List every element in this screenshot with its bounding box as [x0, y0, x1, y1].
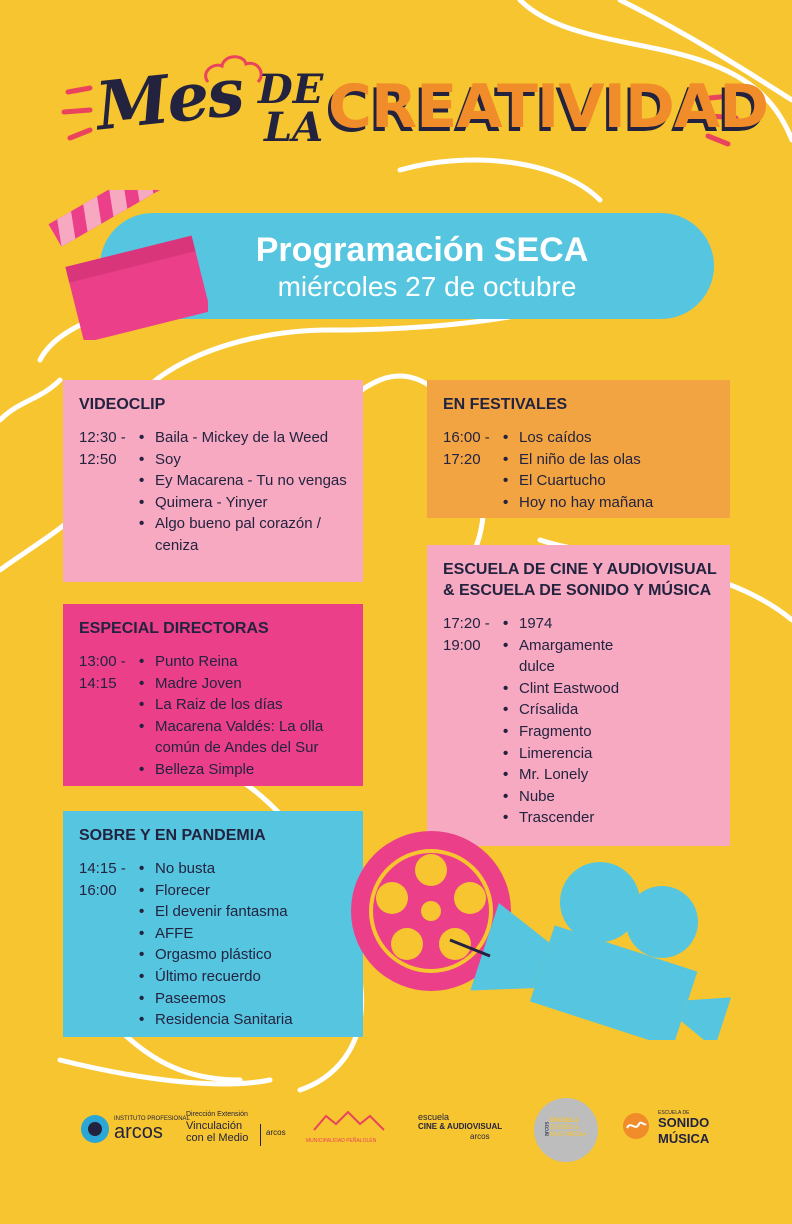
- time-start: 13:00 -: [79, 653, 126, 670]
- mountains-icon: [312, 1110, 386, 1132]
- sonido-emblem-icon: [622, 1112, 650, 1140]
- title-de: DE: [258, 66, 324, 113]
- festivales-list: [503, 427, 714, 513]
- banner-title: Programación SECA: [255, 231, 589, 269]
- time-end: 16:00: [79, 881, 117, 899]
- time-end: 14:15: [79, 674, 117, 692]
- videoclip-list: [139, 427, 347, 557]
- list-item: • Orgasmo plástico: [139, 944, 347, 966]
- cine-line-1: escuela: [418, 1112, 450, 1122]
- list-item: • No busta: [139, 858, 347, 880]
- list-item: • Paseemos: [139, 988, 347, 1010]
- title-la: LA: [264, 104, 324, 151]
- list-item: • 1974: [503, 613, 613, 635]
- diseno-line-3: MULTIMEDIA: [550, 1132, 587, 1138]
- time-end: 17:20: [443, 450, 481, 468]
- list-item: • El devenir fantasma: [139, 901, 347, 923]
- list-item: • La Raiz de los días: [139, 694, 347, 716]
- list-item: • Quimera - Yinyer: [139, 492, 347, 514]
- videoclip-title: VIDEOCLIP: [79, 396, 166, 413]
- list-item: • Florecer: [139, 880, 347, 902]
- extension-line-1: Dirección Extensión: [186, 1111, 248, 1118]
- penalolen-label: MUNICIPALIDAD PEÑALOLÉN: [306, 1138, 377, 1144]
- arcos-wordmark: arcos: [114, 1121, 163, 1143]
- time-start: 12:30 -: [79, 429, 126, 446]
- banner-date: miércoles 27 de octubre: [277, 271, 577, 302]
- title-creatividad: CREATIVIDAD: [328, 72, 769, 142]
- list-item: • Clint Eastwood: [503, 678, 613, 700]
- poster-title: [60, 52, 769, 162]
- escuela-title: ESCUELA DE CINE Y AUDIOVISUAL & ESCUELA DE SONIDO Y MÚSICA: [443, 561, 717, 599]
- directoras-times: [79, 651, 139, 781]
- pandemia-times: [79, 858, 139, 1031]
- cine-logo: [418, 1112, 518, 1152]
- directoras-box: [63, 604, 363, 786]
- extension-line-3: con el Medio: [186, 1132, 249, 1144]
- cine-line-2: CINE & AUDIOVISUAL: [418, 1122, 503, 1131]
- festivales-times: [443, 427, 503, 513]
- diseno-logo: [534, 1098, 598, 1162]
- extension-arcos: arcos: [266, 1128, 286, 1137]
- escuela-box: [427, 545, 730, 846]
- list-item: • Los caídos: [503, 427, 714, 449]
- time-end: 19:00: [443, 636, 481, 654]
- sponsor-logos: [0, 1090, 792, 1170]
- sonido-logo: [622, 1108, 732, 1152]
- diseno-arcos: arcos: [544, 1121, 551, 1137]
- list-item: • Baila - Mickey de la Weed: [139, 427, 347, 449]
- divider: [260, 1124, 261, 1146]
- penalolen-logo: [306, 1110, 406, 1150]
- festivales-box: [427, 380, 730, 518]
- sonido-small-label: ESCUELA DE: [658, 1110, 690, 1116]
- list-item: • Limerencia: [503, 743, 613, 765]
- list-item: • Nube: [503, 786, 613, 808]
- directoras-title: ESPECIAL DIRECTORAS: [79, 620, 269, 637]
- videoclip-box: [63, 380, 363, 582]
- videoclip-times: [79, 427, 139, 557]
- clapperboard-icon: [48, 190, 208, 340]
- list-item: • Algo bueno pal corazón / ceniza: [139, 513, 347, 556]
- list-item: • Ey Macarena - Tu no vengas: [139, 470, 347, 492]
- list-item: • Belleza Simple: [139, 759, 347, 781]
- list-item: • Soy: [139, 449, 347, 471]
- pandemia-title: SOBRE Y EN PANDEMIA: [79, 827, 266, 844]
- list-item: • Madre Joven: [139, 673, 347, 695]
- time-start: 17:20 -: [443, 615, 490, 632]
- list-item: • El niño de las olas: [503, 449, 714, 471]
- diseno-line-2: DISEÑO &: [550, 1125, 579, 1131]
- extension-line-2: Vinculación: [186, 1120, 243, 1132]
- list-item: • AFFE: [139, 923, 347, 945]
- movie-camera-icon: [430, 860, 750, 1040]
- time-start: 14:15 -: [79, 860, 126, 877]
- time-start: 16:00 -: [443, 429, 490, 446]
- arcos-logo: [80, 1108, 190, 1148]
- title-mes: Mes: [92, 52, 246, 146]
- list-item: • Crísalida: [503, 699, 613, 721]
- festivales-title: EN FESTIVALES: [443, 396, 568, 413]
- directoras-list: [139, 651, 347, 781]
- pandemia-list: [139, 858, 347, 1031]
- list-item: • Fragmento: [503, 721, 613, 743]
- list-item: • Amargamente dulce: [503, 635, 613, 678]
- list-item: • Residencia Sanitaria: [139, 1009, 347, 1031]
- extension-logo: [186, 1110, 296, 1150]
- sonido-line-1: SONIDO: [658, 1115, 710, 1130]
- pandemia-box: [63, 811, 363, 1037]
- arcos-institute-label: INSTITUTO PROFESIONAL: [114, 1116, 190, 1122]
- diseno-line-1: ESCUELA: [550, 1118, 579, 1124]
- list-item: • Último recuerdo: [139, 966, 347, 988]
- list-item: • Hoy no hay mañana: [503, 492, 714, 514]
- escuela-times: [443, 613, 503, 829]
- escuela-list: [503, 613, 620, 829]
- list-item: • Macarena Valdés: La olla común de Andes del Sur: [139, 716, 347, 759]
- arcos-emblem-icon: [80, 1114, 110, 1144]
- sonido-line-2: MÚSICA: [658, 1131, 710, 1146]
- time-end: 12:50: [79, 450, 117, 468]
- list-item: • El Cuartucho: [503, 470, 714, 492]
- list-item: • Trascender: [503, 807, 613, 829]
- list-item: • Mr. Lonely: [503, 764, 613, 786]
- cine-arcos: arcos: [470, 1132, 490, 1141]
- list-item: • Punto Reina: [139, 651, 347, 673]
